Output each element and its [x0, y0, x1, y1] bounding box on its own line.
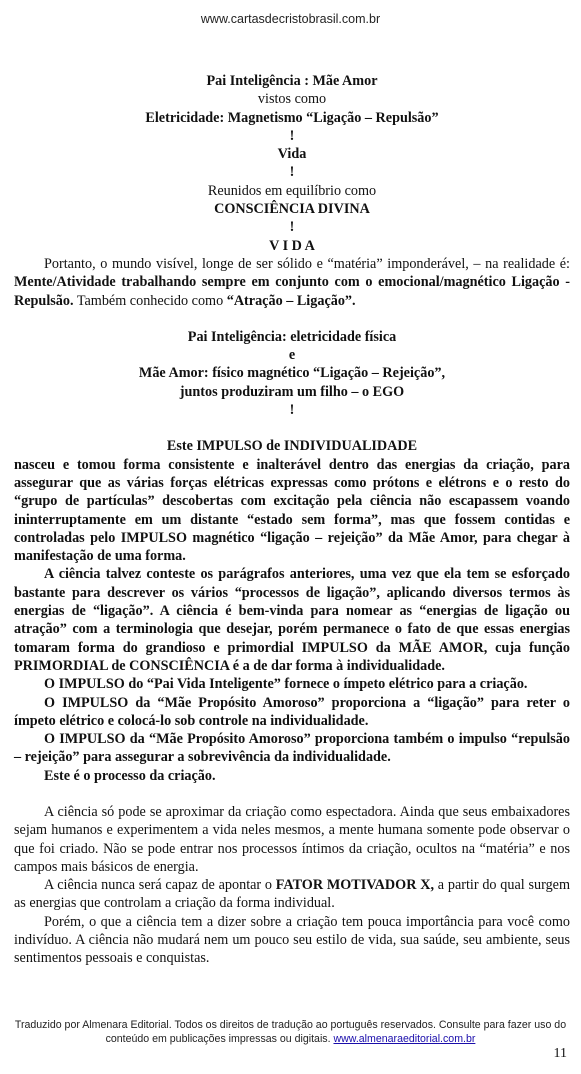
block2-line3: Mãe Amor: físico magnético “Ligação – Rejeição”, [138, 365, 446, 382]
block1-line5: Reunidos em equilíbrio como [207, 182, 377, 199]
paragraph-1-bold: Mente/Atividade trabalhando sempre em conjunto com o emocional/magnético Ligação - Repulsão. [14, 274, 570, 309]
block3-paragraph-2: A ciência talvez conteste os parágrafos anteriores, uma vez que ela tem se esforçado bastante para descrever os vários “processos de ligação”, aplicando diversos termos às energias de “ligação”. A ciência é bem-vinda para nomear as “energias de ligação ou atração” com a terminologia que desejar, porém permanece o fato de que essas energias tomaram forma do grandioso e primordial IMPULSO da MÃE AMOR, cuja função PRIMORDIAL de CONSCIÊNCIA é a de dar forma à individualidade. [14, 566, 570, 674]
block2-separator: ! [289, 402, 295, 419]
page-footer [10, 1018, 571, 1046]
paragraph-1-text-2: Também conhecido como [73, 292, 227, 309]
block4-paragraph-2-bold: FATOR MOTIVADOR X, [275, 877, 435, 894]
block1-line2: vistos como [257, 91, 327, 108]
block1-line3: Eletricidade: Magnetismo “Ligação – Repulsão” [145, 109, 439, 126]
block1-separator: ! [289, 164, 295, 181]
block1-separator: ! [289, 219, 295, 236]
block2-line4: juntos produziram um filho – o EGO [179, 383, 405, 400]
block3-paragraph-3: O IMPULSO do “Pai Vida Inteligente” fornece o ímpeto elétrico para a criação. [44, 676, 528, 693]
paragraph-1-text: Portanto, o mundo visível, longe de ser sólido e “matéria” imponderável, – na realidade é: [44, 255, 570, 272]
page-header-url: www.cartasdecristobrasil.com.br [200, 12, 381, 26]
block4-paragraph-2-text: A ciência nunca será capaz de apontar o [44, 877, 276, 894]
page-number: 11 [553, 1046, 567, 1061]
section-heading: Este IMPULSO de INDIVIDUALIDADE [166, 438, 418, 455]
block4-paragraph-3: Porém, o que a ciência tem a dizer sobre a criação tem pouca importância para você como indivíduo. A ciência não mudará nem um pouco seu estilo de vida, sua saúde, seu ambiente, seus sentimentos pessoais e conquistas. [14, 913, 570, 967]
block4-paragraph-1: A ciência só pode se aproximar da criação como espectadora. Ainda que seus embaixadores sejam humanos e experimentem a vida neles mesmos, a mente humana somente pode observar o que foi criado. Não se pode entrar nos processos íntimos da criação, ocultos na “matéria” e nos campos mais básicos de energia. [14, 803, 570, 875]
block1-line1: Pai Inteligência : Mãe Amor [206, 73, 378, 89]
block3-paragraph-6: Este é o processo da criação. [44, 767, 216, 784]
block1-line6: CONSCIÊNCIA DIVINA [214, 201, 370, 218]
block3-paragraph-1: nasceu e tomou forma consistente e inalterável dentro das energias da criação, para assegurar que as várias forças elétricas expressas como prótons e elétrons e o resto do “grupo de partículas” descobertas com excitação pela ciência não escapassem voando ininterruptamente em um distante “estado sem forma”, mas que fossem contidas e controladas pelo IMPULSO magnético “ligação – rejeição” da Mãe Amor, para chegar à manifestação de uma forma. [14, 456, 570, 565]
block3-paragraph-5: O IMPULSO da “Mãe Propósito Amoroso” proporciona também o impulso “repulsão – rejeição” para assegurar a sobrevivência da individualidade. [14, 731, 570, 766]
block4-paragraph-2 [14, 876, 570, 913]
paragraph-1-bold-2: “Atração – Ligação”. [226, 292, 356, 309]
paragraph-1 [14, 255, 570, 310]
block4-paragraph-2-text-2: a partir do qual surgem as energias que controlam a criação da forma individual. [14, 877, 570, 912]
page-body [14, 72, 570, 968]
block2-line2: e [288, 347, 296, 364]
block1-line7: V I D A [269, 237, 315, 254]
block3-paragraph-4: O IMPULSO da “Mãe Propósito Amoroso” proporciona a “ligação” para reter o ímpeto elétrico e colocá-lo sob controle na individualidade. [14, 694, 570, 729]
block1-separator: ! [289, 127, 295, 144]
block2-line1: Pai Inteligência: eletricidade física [187, 328, 397, 345]
footer-link[interactable]: www.almenaraeditorial.com.br [333, 1033, 476, 1045]
footer-text: Traduzido por Almenara Editorial. Todos os direitos de tradução ao português reservados. Consulte para fazer uso do conteúdo em publicações impressas ou digitais. [14, 1019, 567, 1045]
block1-line4: Vida [277, 146, 307, 163]
